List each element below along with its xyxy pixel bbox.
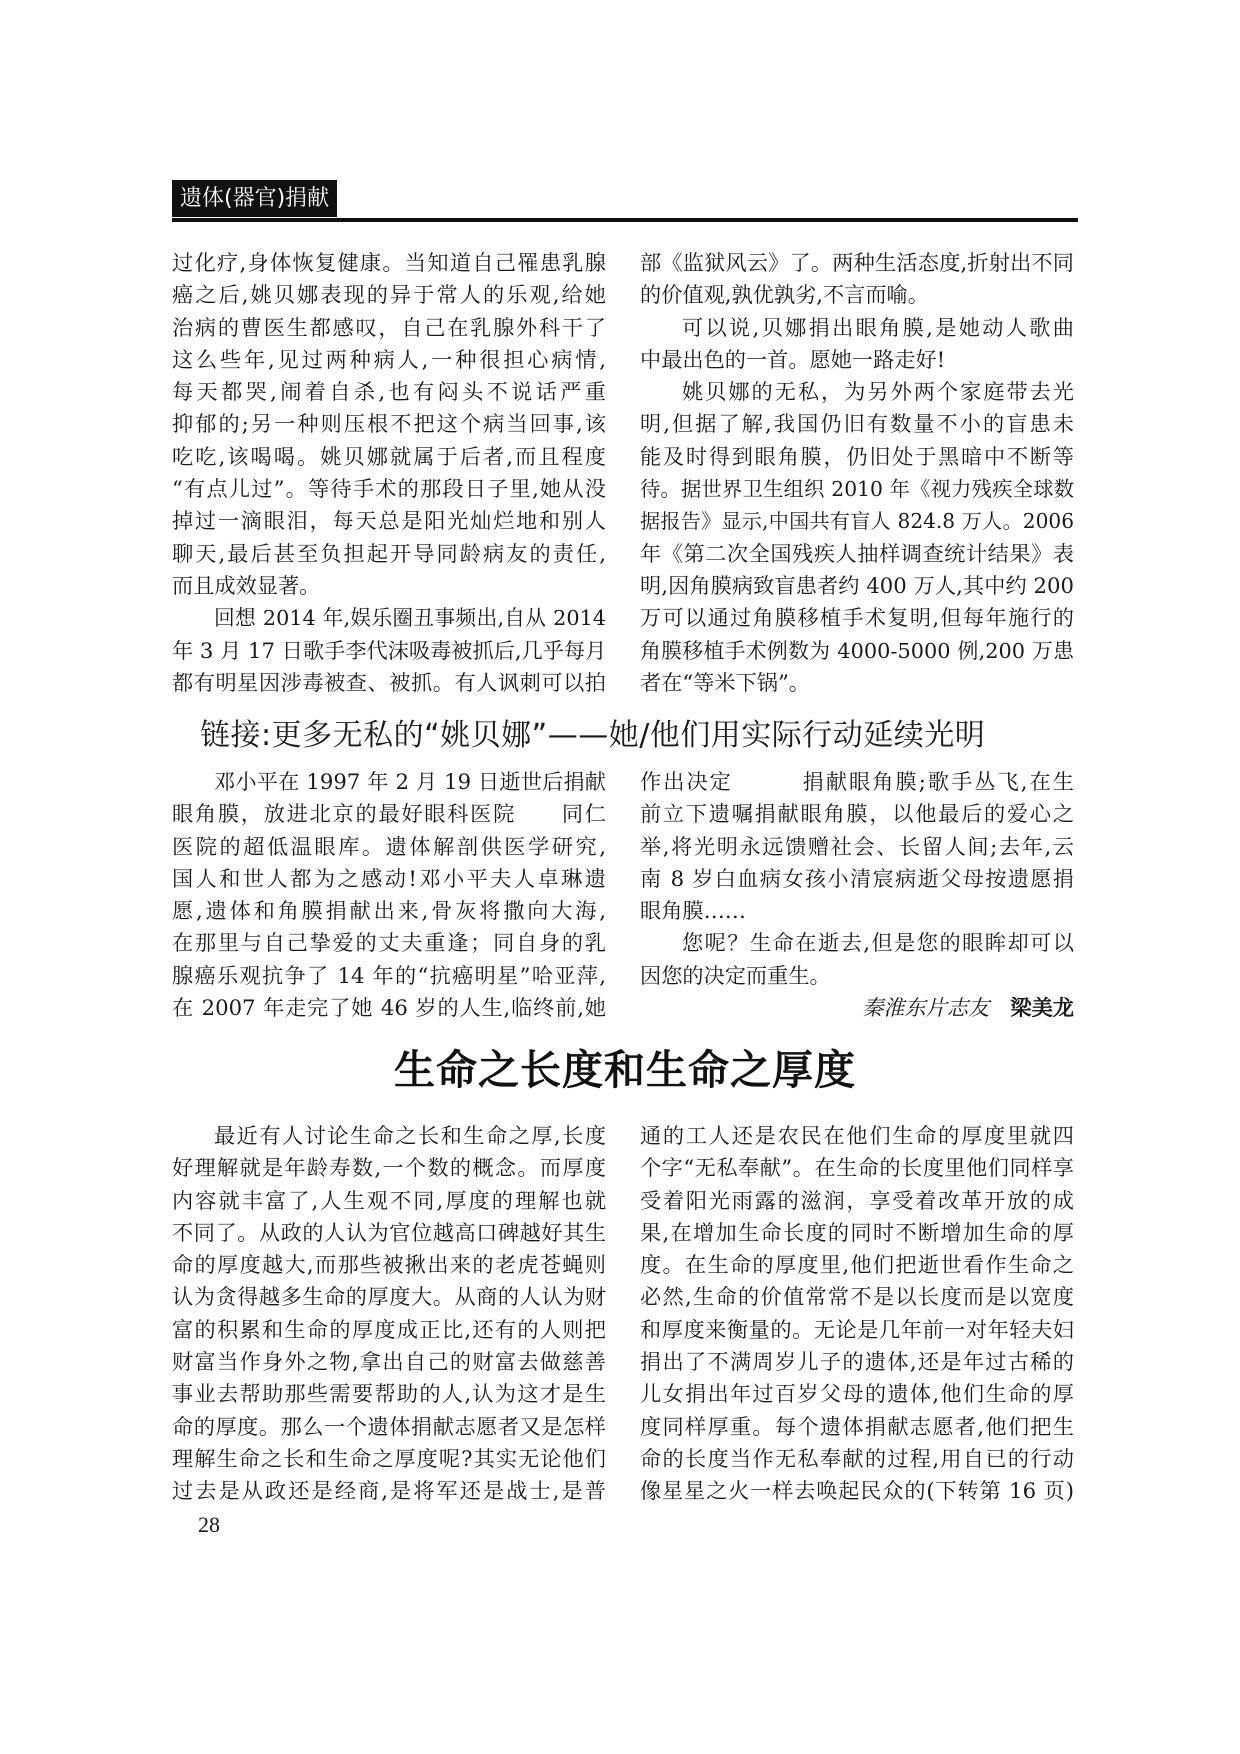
text-line: 命的厚度越大,而那些被揪出来的老虎苍蝇则 xyxy=(172,1252,606,1278)
text-line: 明,因角膜病致盲患者约 400 万人,其中约 200 xyxy=(640,572,1074,598)
text-line: 像星星之火一样去唤起民众的(下转第 16 页) xyxy=(640,1478,1074,1504)
text-line: 度。在生命的厚度里,他们把逝世看作生命之 xyxy=(640,1252,1074,1278)
text-line: 命的长度当作无私奉献的过程,用自已的行动 xyxy=(640,1445,1074,1471)
sidebar-right-column xyxy=(640,766,1074,1024)
text-line: 邓小平在 1997 年 2 月 19 日逝世后捐献 xyxy=(214,769,606,794)
text-line: 认为贪得越多生命的厚度大。从商的人认为财 xyxy=(172,1284,606,1310)
text-line: 在 2007 年走完了她 46 岁的人生,临终前,她 xyxy=(172,995,606,1021)
text-line: 捐出了不满周岁儿子的遗体,还是年过古稀的 xyxy=(640,1349,1074,1375)
text-line: 最近有人讨论生命之长和生命之厚,长度 xyxy=(214,1123,606,1148)
text-line: 好理解就是年龄寿数,一个数的概念。而厚度 xyxy=(172,1155,606,1181)
text-line: 中最出色的一首。愿她一路走好! xyxy=(640,346,946,372)
text-line: 的价值观,孰优孰劣,不言而喻。 xyxy=(640,282,929,308)
text-line: 癌之后,姚贝娜表现的异于常人的乐观,给她 xyxy=(172,282,606,308)
sidebar-left-column xyxy=(172,766,606,1024)
text-line: 举,将光明永远馈赠社会、长留人间;去年,云 xyxy=(640,833,1074,859)
text-line: 治病的曹医生都感叹，自己在乳腺外科干了 xyxy=(172,314,606,340)
text-line: 事业去帮助那些需要帮助的人,认为这才是生 xyxy=(172,1381,606,1407)
text-line: 医院的超低温眼库。遗体解剖供医学研究, xyxy=(172,833,606,859)
page-number: 28 xyxy=(198,1512,220,1537)
author-name: 梁美龙 xyxy=(1010,995,1074,1021)
text-line: 明,但据了解,我国仍旧有数量不小的盲患未 xyxy=(640,411,1074,437)
text-line: 前立下遗嘱捐献眼角膜，以他最后的爱心之 xyxy=(640,801,1074,827)
text-line: 待。据世界卫生组织 2010 年《视力残疾全球数 xyxy=(640,477,1074,502)
text-line: 眼角膜，放进北京的最好眼科医院 同仁 xyxy=(172,801,606,827)
author-signature xyxy=(640,992,1074,1024)
text-line: 腺癌乐观抗争了 14 年的“抗癌明星”哈亚萍, xyxy=(172,962,606,988)
text-line: 部《监狱风云》了。两种生活态度,折射出不同 xyxy=(640,250,1074,275)
text-line: 国人和世人都为之感动!邓小平夫人卓琳遗 xyxy=(172,865,606,891)
article2-left-column xyxy=(172,1120,606,1508)
text-line: 每天都哭,闹着自杀,也有闷头不说话严重 xyxy=(172,379,606,405)
text-line: 过化疗,身体恢复健康。当知道自己罹患乳腺 xyxy=(172,250,606,275)
article1-right-column xyxy=(640,247,1074,699)
text-line: 据报告》显示,中国共有盲人 824.8 万人。2006 xyxy=(640,509,1074,534)
text-line: 个字“无私奉献”。在生命的长度里他们同样享 xyxy=(640,1155,1074,1181)
text-line: 不同了。从政的人认为官位越高口碑越好其生 xyxy=(172,1219,606,1245)
text-line: 吃吃,该喝喝。姚贝娜就属于后者,而且程度 xyxy=(172,443,606,469)
article2-right-column xyxy=(640,1120,1074,1508)
text-line: 聊天,最后甚至负担起开导同龄病友的责任, xyxy=(172,540,606,566)
text-line: 通的工人还是农民在他们生命的厚度里就四 xyxy=(640,1123,1074,1148)
text-line: 命的厚度。那么一个遗体捐献志愿者又是怎样 xyxy=(172,1413,606,1439)
header-rule xyxy=(172,218,1078,222)
text-line: 富的积累和生命的厚度成正比,还有的人则把 xyxy=(172,1316,606,1342)
text-line: 理解生命之长和生命之厚度呢?其实无论他们 xyxy=(172,1445,606,1471)
text-line: 因您的决定而重生。 xyxy=(640,962,831,988)
text-line: 果,在增加生命长度的同时不断增加生命的厚 xyxy=(640,1219,1074,1245)
text-line: 南 8 岁白血病女孩小清宸病逝父母按遗愿捐 xyxy=(640,865,1074,891)
text-line: 掉过一滴眼泪，每天总是阳光灿烂地和别人 xyxy=(172,508,606,534)
text-line: 财富当作身外之物,拿出自己的财富去做慈善 xyxy=(172,1349,606,1375)
article1-left-column xyxy=(172,247,606,699)
text-line: “有点儿过”。等待手术的那段日子里,她从没 xyxy=(172,476,606,502)
text-line: 角膜移植手术例数为 4000-5000 例,200 万患 xyxy=(640,638,1074,663)
sidebar-heading: 链接:更多无私的“姚贝娜”——她/他们用实际行动延续光明 xyxy=(200,718,986,753)
text-line: 愿,遗体和角膜捐献出来,骨灰将撒向大海, xyxy=(172,898,606,924)
article-title: 生命之长度和生命之厚度 xyxy=(394,1046,856,1094)
text-line: 内容就丰富了,人生观不同,厚度的理解也就 xyxy=(172,1187,606,1213)
text-line: 受着阳光雨露的滋润，享受着改革开放的成 xyxy=(640,1187,1074,1213)
text-line: 年 3 月 17 日歌手李代沫吸毒被抓后,几乎每月 xyxy=(172,637,606,663)
text-line: 姚贝娜的无私，为另外两个家庭带去光 xyxy=(682,379,1074,405)
text-line: 抑郁的;另一种则压根不把这个病当回事,该 xyxy=(172,411,606,437)
text-line: 者在“等米下锅”。 xyxy=(640,669,810,695)
text-line: 和厚度来衡量的。无论是几年前一对年轻夫妇 xyxy=(640,1316,1074,1342)
text-line: 您呢？生命在逝去,但是您的眼眸却可以 xyxy=(682,930,1074,956)
text-line: 年《第二次全国残疾人抽样调查统计结果》表 xyxy=(640,540,1074,566)
text-line: 能及时得到眼角膜，仍旧处于黑暗中不断等 xyxy=(640,443,1074,469)
text-line: 眼角膜…… xyxy=(640,898,746,924)
text-line: 儿女捐出年过百岁父母的遗体,他们生命的厚 xyxy=(640,1381,1074,1407)
text-line: 必然,生命的价值常常不是以长度而是以宽度 xyxy=(640,1284,1074,1310)
author-org: 秦淮东片志友 xyxy=(862,995,990,1021)
text-line: 万可以通过角膜移植手术复明,但每年施行的 xyxy=(640,605,1074,631)
text-line: 都有明星因涉毒被查、被抓。有人讽刺可以拍 xyxy=(172,669,606,695)
text-line: 回想 2014 年,娱乐圈丑事频出,自从 2014 xyxy=(214,606,606,631)
text-line: 度同样厚重。每个遗体捐献志愿者,他们把生 xyxy=(640,1413,1074,1439)
text-line: 而且成效显著。 xyxy=(172,572,321,598)
text-line: 可以说,贝娜捐出眼角膜,是她动人歌曲 xyxy=(682,314,1074,340)
text-line: 作出决定 捐献眼角膜;歌手丛飞,在生 xyxy=(640,769,1074,794)
text-line: 在那里与自己挚爱的丈夫重逢；同自身的乳 xyxy=(172,930,606,956)
text-line: 这么些年,见过两种病人,一种很担心病情, xyxy=(172,346,606,372)
section-tag: 遗体(器官)捐献 xyxy=(172,180,337,217)
text-line: 过去是从政还是经商,是将军还是战士,是普 xyxy=(172,1478,606,1504)
